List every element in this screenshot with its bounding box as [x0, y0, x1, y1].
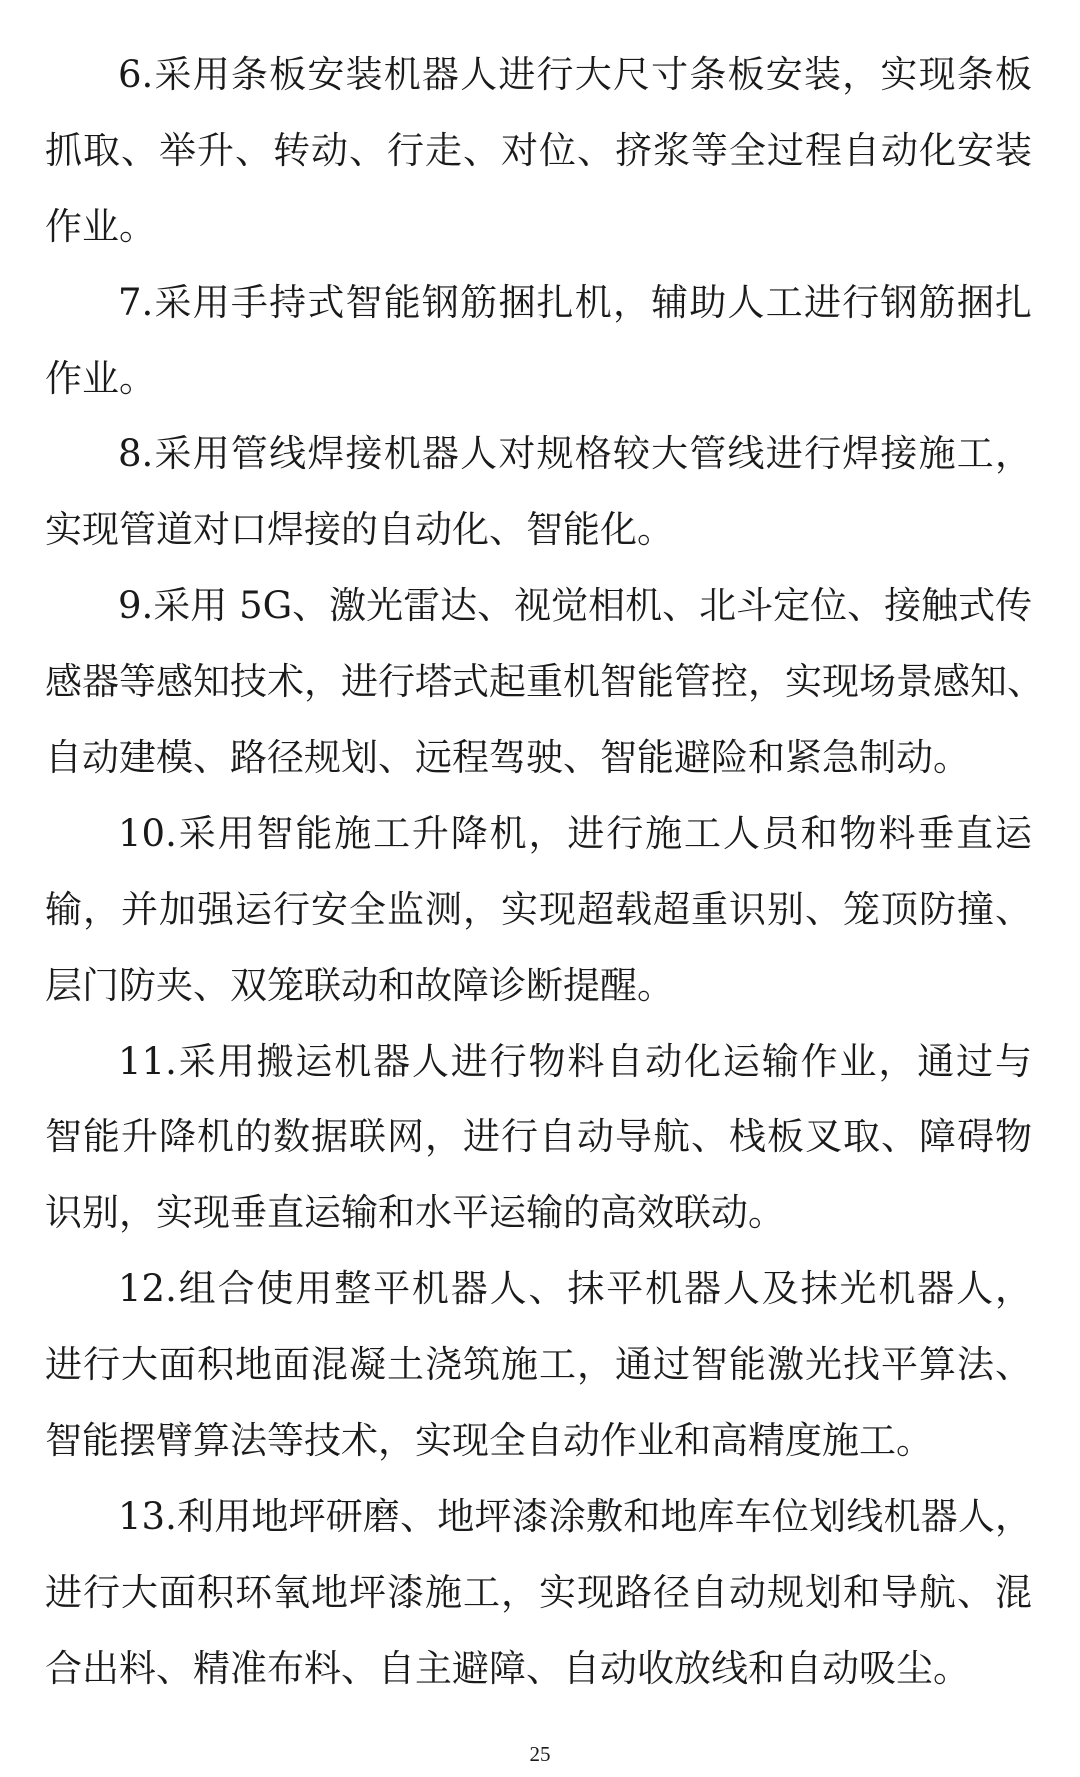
text-line: 作业。 — [45, 356, 156, 400]
text-line: 自动建模、路径规划、远程驾驶、智能避险和紧急制动。 — [45, 736, 970, 780]
paragraph — [45, 265, 1032, 417]
paragraph — [45, 37, 1032, 265]
text-line: 实现管道对口焊接的自动化、智能化。 — [45, 508, 674, 552]
paragraph — [45, 416, 1032, 568]
text-line: 作业。 — [45, 204, 156, 248]
text-line: 6.采用条板安装机器人进行大尺寸条板安装，实现条板 — [118, 53, 1032, 96]
text-line: 合出料、精准布料、自主避障、自动收放线和自动吸尘。 — [45, 1646, 970, 1690]
document-body — [45, 37, 1044, 1707]
page-number: 25 — [529, 1742, 551, 1766]
paragraph — [45, 568, 1044, 796]
text-line: 9.采用 5G、激光雷达、视觉相机、北斗定位、接触式传 — [118, 584, 1033, 628]
text-line: 7.采用手持式智能钢筋捆扎机，辅助人工进行钢筋捆扎 — [118, 280, 1032, 324]
text-line: 智能摆臂算法等技术，实现全自动作业和高精度施工。 — [45, 1419, 933, 1463]
text-line: 层门防夹、双笼联动和故障诊断提醒。 — [45, 963, 674, 1007]
text-line: 进行大面积地面混凝土浇筑施工，通过智能激光找平算法、 — [45, 1343, 1032, 1387]
text-line: 识别，实现垂直运输和水平运输的高效联动。 — [45, 1191, 785, 1235]
paragraph — [45, 796, 1032, 1024]
text-line: 智能升降机的数据联网，进行自动导航、栈板叉取、障碍物 — [45, 1115, 1032, 1159]
text-line: 10.采用智能施工升降机，进行施工人员和物料垂直运 — [118, 811, 1032, 855]
text-line: 输，并加强运行安全监测，实现超载超重识别、笼顶防撞、 — [45, 887, 1032, 931]
text-line: 抓取、举升、转动、行走、对位、挤浆等全过程自动化安装 — [45, 128, 1032, 172]
text-line: 11.采用搬运机器人进行物料自动化运输作业，通过与 — [118, 1039, 1032, 1083]
text-line: 感器等感知技术，进行塔式起重机智能管控，实现场景感知、 — [45, 660, 1044, 704]
text-line: 进行大面积环氧地坪漆施工，实现路径自动规划和导航、混 — [45, 1570, 1032, 1614]
text-line: 8.采用管线焊接机器人对规格较大管线进行焊接施工， — [118, 432, 1032, 476]
paragraph — [45, 1251, 1032, 1479]
paragraph — [45, 1024, 1032, 1252]
paragraph — [45, 1479, 1032, 1707]
text-line: 13.利用地坪研磨、地坪漆涂敷和地库车位划线机器人， — [118, 1494, 1032, 1538]
text-line: 12.组合使用整平机器人、抹平机器人及抹光机器人， — [118, 1267, 1032, 1311]
